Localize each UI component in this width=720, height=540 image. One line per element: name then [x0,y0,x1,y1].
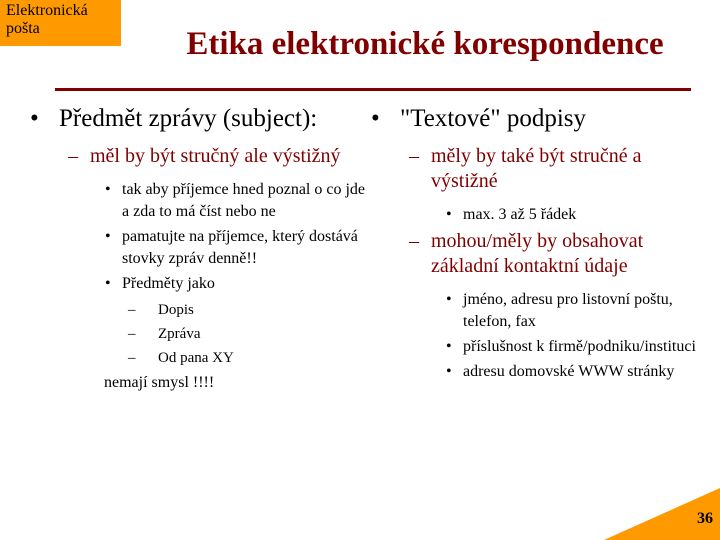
left-note: nemají smysl !!!! [104,374,215,391]
example-text: Zpráva [158,326,201,342]
dash-icon: – [128,302,136,318]
example-item [30,322,370,346]
bullet-icon: • [446,291,452,308]
dash-icon: – [409,230,419,252]
right-sub-item [371,229,711,279]
dash-icon: – [68,145,78,167]
bullet-icon: • [446,206,452,223]
page-number: 36 [697,510,713,527]
right-point [371,336,711,358]
right-point-text: jméno, adresu pro listovní poštu, telefon, fax [463,291,673,330]
left-point [30,273,370,295]
right-heading-item [371,104,711,134]
left-point [30,226,370,270]
bullet-icon: • [105,275,111,292]
left-sub-item [30,144,370,169]
right-point [371,204,711,226]
title-underline [55,88,691,91]
bullet-icon: • [446,338,452,355]
right-sub-text: měly by také být stručné a výstižné [431,145,642,192]
right-heading: "Textové" podpisy [400,105,586,132]
example-text: Dopis [158,302,194,318]
right-point-text: adresu domovské WWW stránky [463,363,675,380]
example-text: Od pana XY [158,350,234,366]
right-point-text: max. 3 až 5 řádek [463,206,577,223]
section-tag [0,0,121,46]
section-tag-text: Elektronická pošta [6,2,88,37]
bullet-icon: • [105,181,111,198]
right-point-text: příslušnost k firmě/podniku/instituci [463,338,696,355]
example-item [30,298,370,322]
right-sub-item [371,144,711,194]
left-point-text: Předměty jako [122,275,215,292]
bullet-icon: • [446,363,452,380]
bullet-icon: • [30,105,39,132]
bullet-icon: • [105,228,111,245]
slide-title: Etika elektronické korespondence [186,26,664,62]
dash-icon: – [409,145,419,167]
dash-icon: – [128,350,136,366]
left-sub-text: měl by být stručný ale výstižný [90,145,341,167]
left-point [30,179,370,223]
right-point [371,361,711,383]
bullet-icon: • [371,105,380,132]
left-heading-item [30,104,370,134]
right-column [371,104,711,386]
left-point-text: pamatujte na příjemce, který dostává stovky zpráv denně!! [122,228,358,267]
left-column [30,104,370,394]
example-item [30,346,370,370]
right-sub-text: mohou/měly by obsahovat základní kontaktní údaje [431,230,644,277]
right-point [371,289,711,333]
left-heading: Předmět zprávy (subject): [59,105,318,132]
dash-icon: – [128,326,136,342]
left-point-text: tak aby příjemce hned poznal o co jde a zda to má číst nebo ne [122,181,366,220]
